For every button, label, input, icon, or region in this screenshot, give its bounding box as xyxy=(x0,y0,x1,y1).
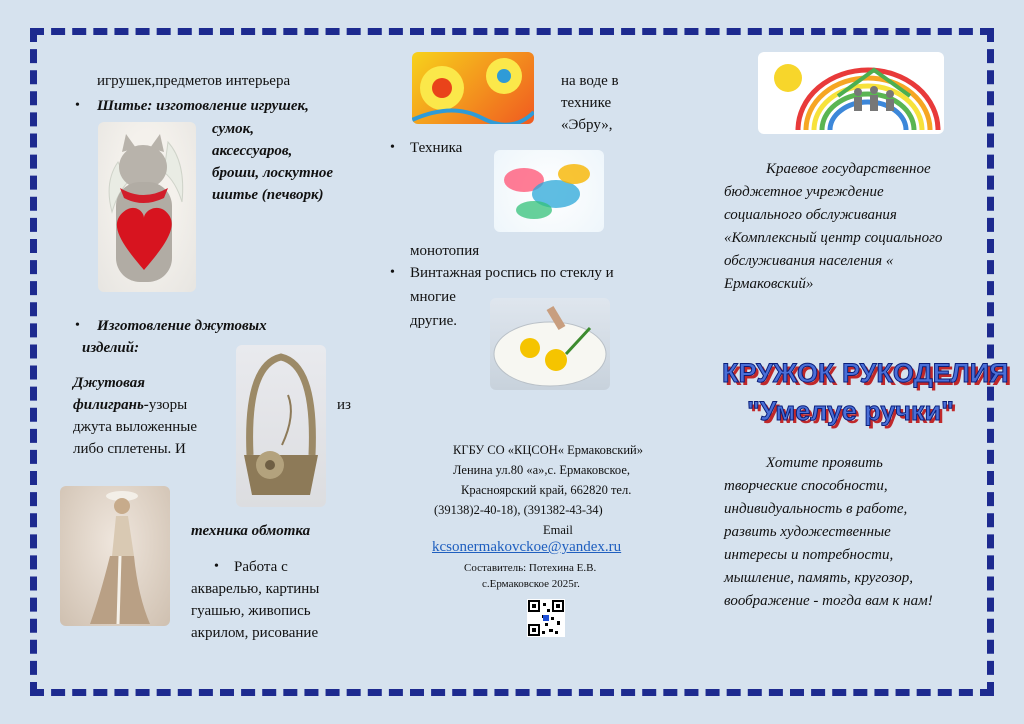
club-subtitle: "Умелуе ручки" xyxy=(747,396,954,426)
invite-line: творческие способности, xyxy=(724,478,888,494)
text-line: либо сплетены. И xyxy=(73,441,186,457)
invite-line: воображение - тогда вам к нам! xyxy=(724,593,933,609)
jute-basket-photo xyxy=(236,345,326,507)
qr-code xyxy=(527,599,565,637)
org-name-line: Краевое государственное xyxy=(766,161,931,177)
address-line: (39138)2-40-18), (391382-43-34) xyxy=(434,503,603,517)
bullet: • xyxy=(75,318,80,333)
bullet: • xyxy=(390,265,395,280)
address-line: Ленина ул.80 «а»,с. Ермаковское, xyxy=(453,463,630,477)
list-item: шитье (печворк) xyxy=(212,187,324,203)
text-line: другие. xyxy=(410,313,458,329)
invite-line: развить художественные xyxy=(724,524,891,540)
address-line: КГБУ СО «КЦСОН« Ермаковский» xyxy=(453,443,643,457)
list-item: аксессуаров, xyxy=(212,143,293,159)
text-line: Техника xyxy=(410,140,463,156)
club-title: КРУЖОК РУКОДЕЛИЯ xyxy=(722,358,1009,388)
org-name-line: обслуживания населения « xyxy=(724,253,894,269)
invite-line: индивидуальность в работе, xyxy=(724,501,908,517)
section-heading-jute: Изготовление джутовых xyxy=(97,318,267,334)
text-line: монотопия xyxy=(410,243,480,259)
doll-photo xyxy=(60,486,170,626)
bullet: • xyxy=(214,559,219,574)
text-rest: узоры xyxy=(148,397,188,413)
list-item: сумок, xyxy=(212,121,254,137)
section-heading-sewing: Шитье: изготовление игрушек, xyxy=(97,98,309,114)
glass-painting-photo xyxy=(490,298,610,390)
text-line: технике xyxy=(561,95,612,111)
org-name-line: Ермаковский» xyxy=(724,276,814,292)
text-line: джута выложенные xyxy=(73,419,198,435)
text-line: «Эбру», xyxy=(561,117,613,133)
author-line: Составитель: Потехина Е.В. xyxy=(464,562,597,574)
ebru-painting-photo xyxy=(412,52,534,124)
text-line: Винтажная роспись по стеклу и xyxy=(410,265,614,281)
org-name-line: «Комплексный центр социального xyxy=(724,230,943,246)
text-line: игрушек,предметов интерьера xyxy=(97,73,291,89)
invite-line: мышление, память, кругозор, xyxy=(724,570,913,586)
org-name-line: социального обслуживания xyxy=(724,207,897,223)
monotype-painting-photo xyxy=(494,150,604,232)
text-line xyxy=(73,394,187,416)
org-name-line: бюджетное учреждение xyxy=(724,184,884,200)
text-line: из xyxy=(337,397,351,413)
text-line: Джутовая xyxy=(73,375,145,391)
place-year: с.Ермаковское 2025г. xyxy=(482,578,580,590)
section-heading-jute-2: изделий: xyxy=(82,340,140,356)
text-line: акрилом, рисование xyxy=(191,625,319,641)
text-line: на воде в xyxy=(561,73,619,89)
cat-toy-photo xyxy=(98,122,196,292)
invite-line: интересы и потребности, xyxy=(724,547,894,563)
address-line: Email xyxy=(543,523,573,537)
bullet: • xyxy=(390,140,395,155)
list-item: броши, лоскутное xyxy=(212,165,334,181)
technique-wrapping: техника обмотка xyxy=(191,523,311,539)
text-line: гуашью, живопись xyxy=(191,603,311,619)
text-line: многие xyxy=(410,289,456,305)
text-line: акварелью, картины xyxy=(191,581,320,597)
email-link[interactable]: kcsonermakovckoe@yandex.ru xyxy=(432,539,622,555)
address-line: Красноярский край, 662820 тел. xyxy=(461,483,632,497)
bullet: • xyxy=(75,98,80,113)
term: филигрань- xyxy=(73,397,149,413)
invite-line: Хотите проявить xyxy=(766,455,883,471)
center-logo xyxy=(758,52,944,134)
text-line: Работа с xyxy=(234,559,288,575)
